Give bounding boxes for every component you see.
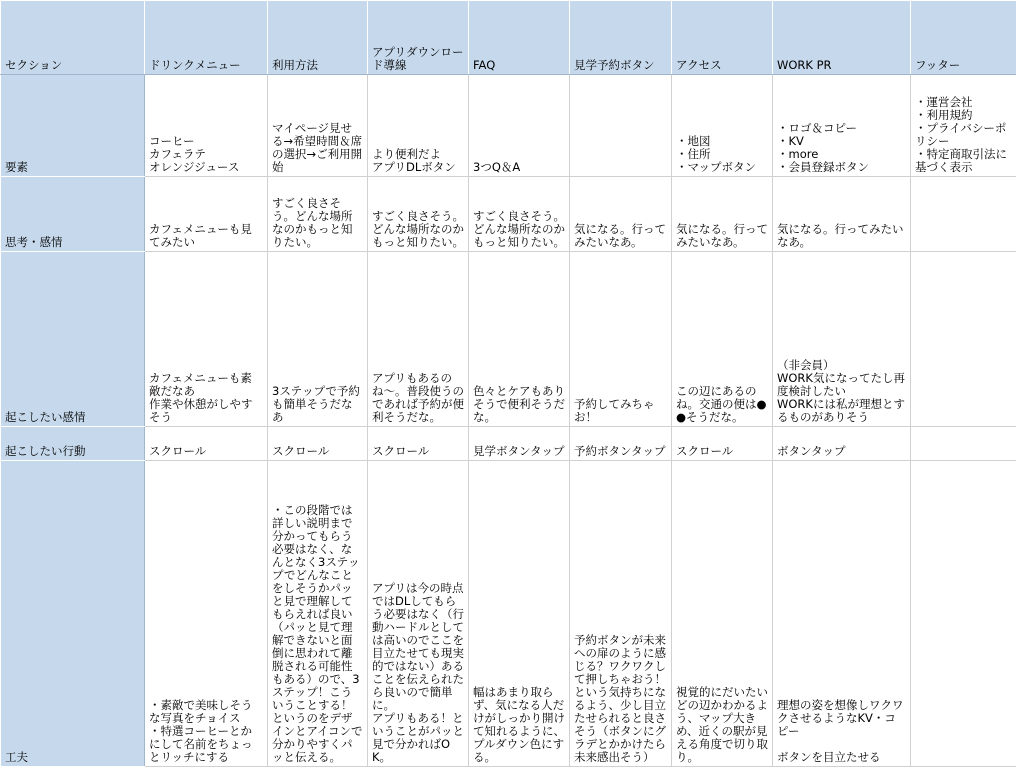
table-cell[interactable]: より便利だよ アプリDLボタン	[368, 75, 469, 177]
table-cell[interactable]: スクロール	[145, 427, 268, 461]
header-row	[1, 1, 1016, 75]
column-header-footer[interactable]: フッター	[911, 1, 1016, 75]
row-label-desired-actions[interactable]: 起こしたい行動	[1, 427, 145, 461]
row-label-ideas[interactable]: 工夫	[1, 461, 145, 767]
table-cell[interactable]: ・運営会社 ・利用規約 ・プライバシーポリシー ・特定商取引法に基づく表示	[911, 75, 1016, 177]
table-cell[interactable]: 気になる。行ってみたいなあ。	[773, 177, 911, 252]
table-cell[interactable]: 3ステップで予約も簡単そうだなあ	[268, 252, 368, 427]
table-cell[interactable]: 気になる。行ってみたいなあ。	[570, 177, 672, 252]
table-row	[1, 427, 1016, 461]
table-cell[interactable]: カフェメニューも見てみたい	[145, 177, 268, 252]
table-cell[interactable]: ボタンタップ	[773, 427, 911, 461]
table-cell[interactable]: 予約ボタンが未来への扉のように感じる？ワクワクして押しちゃおう！という気持ちになるよう、少し目立たせられると良さそう（ボタンにグラデとかかけたら未来感出そう）	[570, 461, 672, 767]
table-cell[interactable]: マイページ見せる→希望時間＆席の選択→ご利用開始	[268, 75, 368, 177]
table-cell[interactable]: スクロール	[368, 427, 469, 461]
table-cell[interactable]	[911, 252, 1016, 427]
table-cell[interactable]: この辺にあるのね。交通の便は●●そうだな。	[672, 252, 773, 427]
table-cell[interactable]: 予約ボタンタップ	[570, 427, 672, 461]
table-row	[1, 461, 1016, 767]
column-header-tour-button[interactable]: 見学予約ボタン	[570, 1, 672, 75]
table-cell[interactable]: コーヒー カフェラテ オレンジジュース	[145, 75, 268, 177]
table-cell[interactable]: スクロール	[268, 427, 368, 461]
table-cell[interactable]: 理想の姿を想像しワクワクさせるようなKV・コピー ボタンを目立たせる	[773, 461, 911, 767]
row-label-desired-feelings[interactable]: 起こしたい感情	[1, 252, 145, 427]
table-cell[interactable]: アプリもあるのね〜。普段使うのであれば予約が便利そうだな。	[368, 252, 469, 427]
table-cell[interactable]: すごく良さそう。どんな場所なのかもっと知りたい。	[268, 177, 368, 252]
table-cell[interactable]: 見学ボタンタップ	[469, 427, 570, 461]
table-cell[interactable]: 幅はあまり取らず、気になる人だけがしっかり開けて知れるように、プルダウン色にする。	[469, 461, 570, 767]
table-cell[interactable]	[570, 75, 672, 177]
row-label-elements[interactable]: 要素	[1, 75, 145, 177]
table-cell[interactable]: カフェメニューも素敵だなあ 作業や休憩がしやすそう	[145, 252, 268, 427]
table-cell[interactable]: ・素敵で美味しそうな写真をチョイス ・特選コーヒーとかにして名前をちょっとリッチにする	[145, 461, 268, 767]
table-cell[interactable]: すごく良さそう。どんな場所なのかもっと知りたい。	[368, 177, 469, 252]
column-header-app-download[interactable]: アプリダウンロード導線	[368, 1, 469, 75]
table-cell[interactable]: 気になる。行ってみたいなあ。	[672, 177, 773, 252]
table-cell[interactable]: スクロール	[672, 427, 773, 461]
column-header-faq[interactable]: FAQ	[469, 1, 570, 75]
table-cell[interactable]	[911, 461, 1016, 767]
corner-cell[interactable]: セクション	[1, 1, 145, 75]
column-header-usage[interactable]: 利用方法	[268, 1, 368, 75]
column-header-access[interactable]: アクセス	[672, 1, 773, 75]
table-cell[interactable]: 3つQ＆A	[469, 75, 570, 177]
column-header-drink-menu[interactable]: ドリンクメニュー	[145, 1, 268, 75]
column-header-work-pr[interactable]: WORK PR	[773, 1, 911, 75]
row-label-thoughts[interactable]: 思考・感情	[1, 177, 145, 252]
table-cell[interactable]: アプリは今の時点ではDLしてもらう必要はなく（行動ハードルとしては高いのでここを目立たせても現実的ではない）あることを伝えられたら良いので簡単に。 アプリもある！ということがパッと見で分かればOK。	[368, 461, 469, 767]
table-row	[1, 75, 1016, 177]
table-row	[1, 252, 1016, 427]
table-cell[interactable]: 色々とケアもありそうで便利そうだな。	[469, 252, 570, 427]
table-cell[interactable]	[911, 427, 1016, 461]
table-cell[interactable]: ・ロゴ＆コピー ・KV ・more ・会員登録ボタン	[773, 75, 911, 177]
table-row	[1, 177, 1016, 252]
table-cell[interactable]: ・この段階では詳しい説明まで分かってもらう必要はなく、なんとなく3ステップでどんなことをしそうかパッと見で理解してもらえれば良い（パッと見て理解できないと面倒に思われて離脱される可能性もある）ので、3ステップ！こういうことする！というのをデザインとアイコンで分かりやすくパッと伝える。	[268, 461, 368, 767]
table-cell[interactable]: ・地図 ・住所 ・マップボタン	[672, 75, 773, 177]
table-cell[interactable]: 視覚的にだいたいどの辺かわかるよう、マップ大きめ、近くの駅が見える角度で切り取り。	[672, 461, 773, 767]
table-cell[interactable]	[911, 177, 1016, 252]
table-cell[interactable]: 予約してみちゃお！	[570, 252, 672, 427]
table-cell[interactable]: すごく良さそう。どんな場所なのかもっと知りたい。	[469, 177, 570, 252]
table-cell[interactable]: （非会員） WORK気になってたし再度検討したい WORKには私が理想とするものがありそう	[773, 252, 911, 427]
